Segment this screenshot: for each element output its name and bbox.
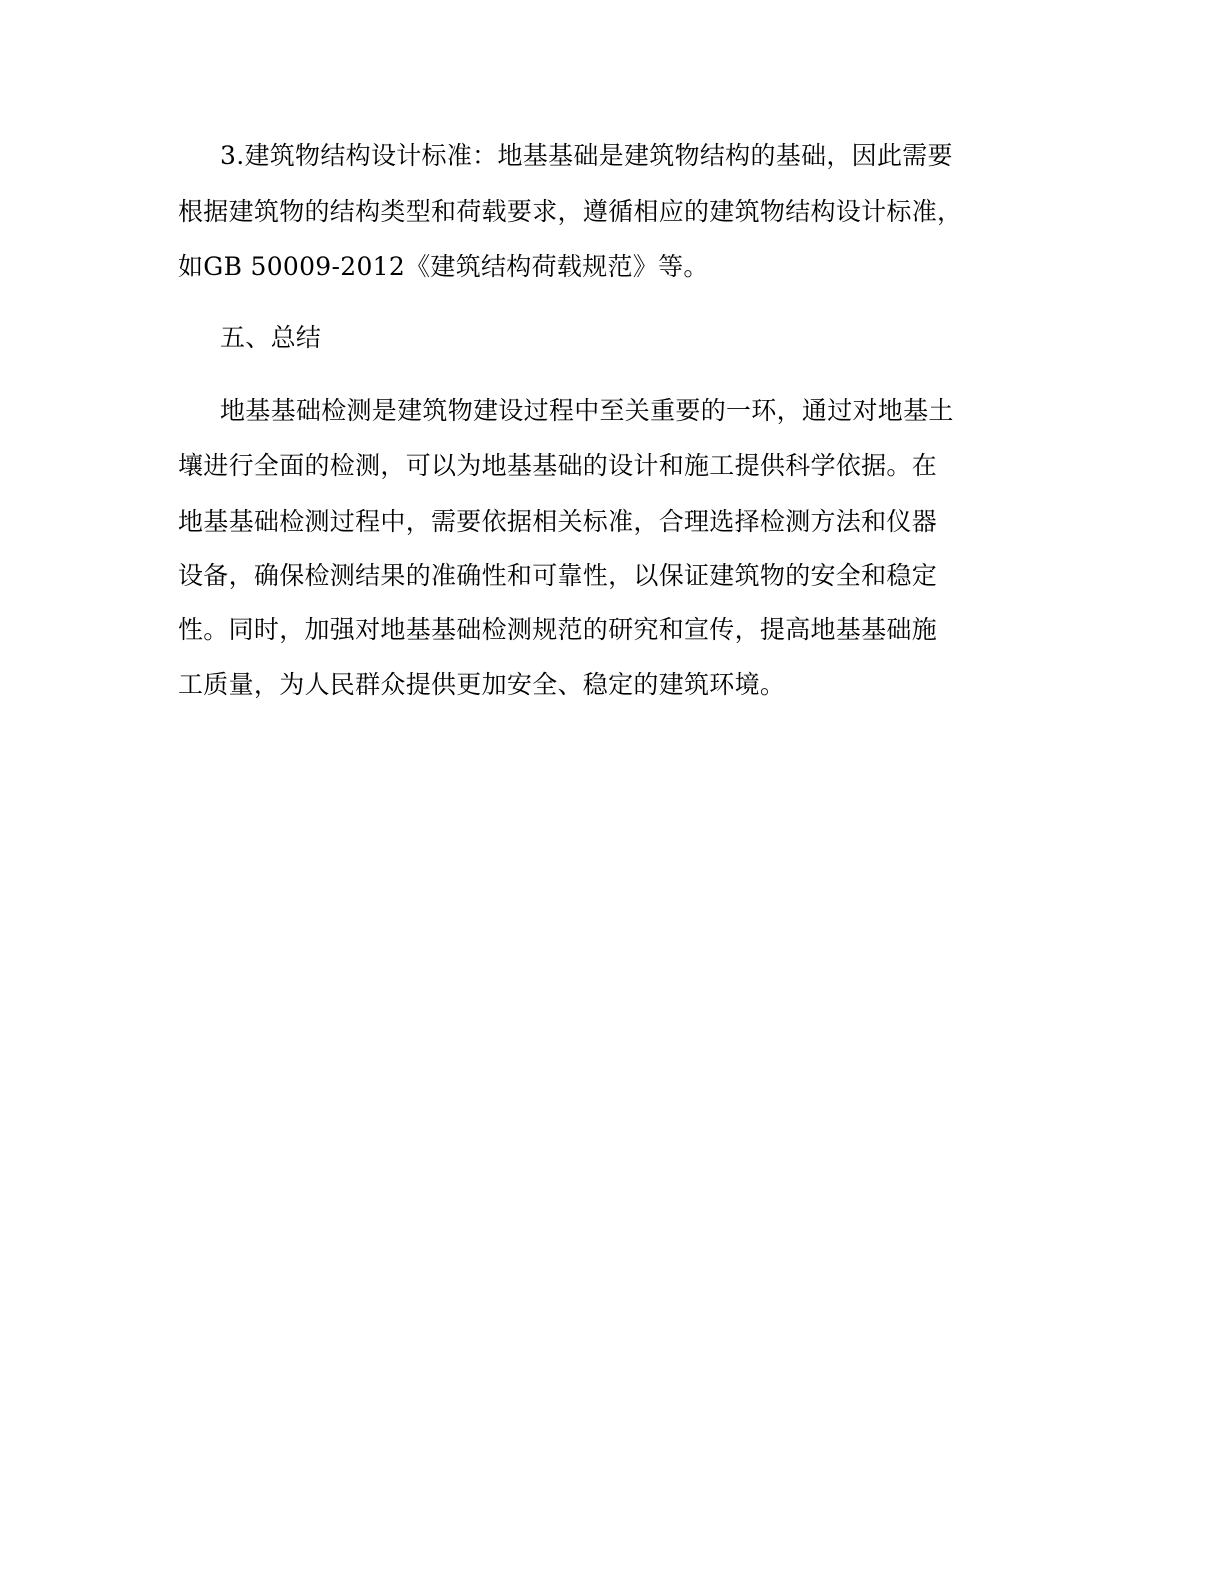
section-heading: 五、总结 (220, 323, 322, 352)
paragraph-line: 根据建筑物的结构类型和荷载要求，遵循相应的建筑物结构设计标准， (178, 197, 963, 226)
paragraph-line: 如GB 50009-2012《建筑结构荷载规范》等。 (178, 252, 709, 281)
paragraph-line: 性。同时，加强对地基基础检测规范的研究和宣传，提高地基基础施 (178, 615, 938, 644)
paragraph-line: 壤进行全面的检测，可以为地基基础的设计和施工提供科学依据。在 (178, 451, 938, 480)
paragraph-line: 地基基础检测过程中，需要依据相关标准，合理选择检测方法和仪器 (178, 507, 938, 536)
paragraph-line: 地基基础检测是建筑物建设过程中至关重要的一环，通过对地基土 (220, 396, 954, 425)
paragraph-line: 设备，确保检测结果的准确性和可靠性，以保证建筑物的安全和稳定 (178, 561, 938, 590)
paragraph-line: 工质量，为人民群众提供更加安全、稳定的建筑环境。 (178, 670, 786, 699)
paragraph-line: 3.建筑物结构设计标准：地基基础是建筑物结构的基础，因此需要 (220, 141, 953, 170)
